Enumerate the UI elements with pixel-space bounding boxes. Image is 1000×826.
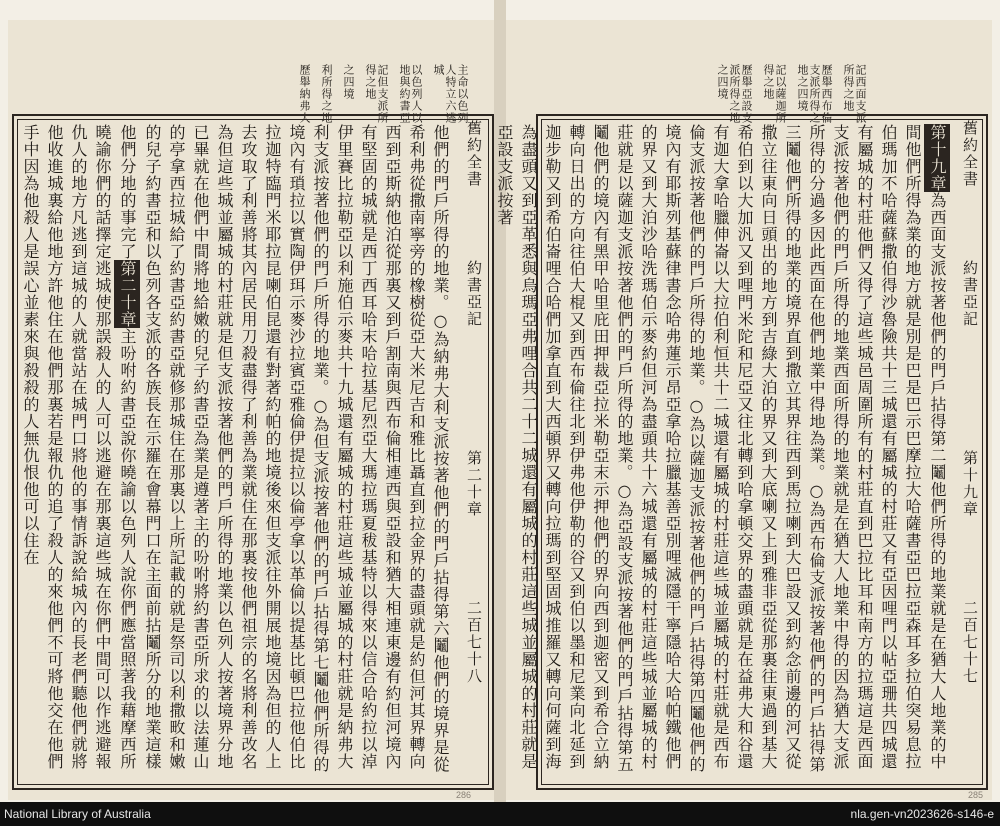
margin-note: 利所得之地 [320, 64, 333, 124]
right-header-page: 二百七十七 [961, 600, 979, 685]
library-footer-bar [0, 802, 1000, 826]
margin-note: 之四境 [342, 64, 355, 100]
right-body-text [495, 124, 950, 780]
left-header-chapter: 第二十章 [465, 450, 483, 518]
left-page [8, 20, 494, 800]
pencil-page-number: 286 [456, 790, 472, 800]
margin-note: 歷舉亞設支派所得之地之四境 [716, 64, 753, 124]
margin-note: 主命以色列人特立六逃城 [432, 64, 469, 124]
margin-note: 記西面支派所得之地 [842, 64, 867, 124]
right-header-book: 約書亞記 [961, 260, 979, 328]
right-body-para: 為西面支派按著他們的門戶拈得第二鬮他們所得的地業就是在猶大人地業的中間他們所得為業的地方就是別是巴是巴示巴摩拉大哈薩書亞巴拉亞森耳多拉伯突易息拉伯瑪加不哈薩蘇撒伯得沙魯險共十三城還有屬城的村莊又有亞因哩門以帖亞珊共四城還有屬城的村莊他們又得了這些城邑周圍所有的村莊直到巴拉比耳和南方的拉瑪這是西面支派按著他們的門戶所得的地業西面所得的地業就是在猶大人地業中得的因為猶大支派所得的分過多因此西面在他們地業中得地為業。○為西布倫支派按著他們的門戶拈得第三鬮他們所得的地業的境界直到撒立其界往西到馬拉喇到大巴設又到約念前邊的河又從撒立往東向日頭出的地方到吉綠大泊的界又到大底喇又上到雅非亞從那裏往東過到基大希伯到以大加汎又到哩門米陀和尼亞又往北轉到哈拿頓交界的盡頭就是在益弗大和谷還有迦大拿哈臘伸崙以大拉伯利恒共十二城還有屬城的村莊這些城並屬城的村莊就是西布倫支派按著他們的門戶所得的地業。○為以薩迦支派按著他們的門戶拈得第四鬮他們的境內有耶斯列基蘇律書念哈弗蓮示昂亞拿哈拉臘基善亞別哩滅隱干寧隱哈大哈帕鐵他們的界又到大泊沙哈洗瑪伯示麥約但河為盡頭共十六城還有屬城的村莊這些城並屬城的村莊就是以薩迦支派按著他們的門戶所得的地業。○為亞設支派按著他們的門戶拈得第五鬮他們的境內有黑甲哈里庇田押裁亞拉米勒亞末示押他們的界向西到迦密又到希合立納轉向日出的方向往伯大棍又到西布倫往北到伊弗他伊勒的谷又到伯以墨和尼業向北延到迦步勒又到希伯崙哩合哈們加拿直到大西頓界又轉向拉瑪到堅固城推羅又轉向何薩到海為盡頭又到亞革悉與烏瑪亞弗哩合共二十二城還有屬城的村莊這些城並屬城的村莊就是亞設支派按著 [495, 124, 947, 773]
record-identifier: nla.gen-vn2023626-s146-e [850, 807, 994, 821]
margin-note: 歷舉西布倫支派所得之地之四境 [796, 64, 833, 124]
margin-note: 以色列人以地與約書亞 [398, 64, 423, 124]
margin-note: 記以薩迦所得之地 [762, 64, 787, 124]
left-body-para-1: 他們的門戶所得的地業。○為納弗大利支派按著他們的門戶拈得第六鬮他們的境界是從希利弗從撒南寧旁的橡樹從亞大米尼吉和雅比聶直到拉金界的盡頭就是約但河其界轉向西到亞斯納他泊從那裏又到戶割南與西布倫相連西與亞設和猶大相連東邊有約但河境內有堅固的城就是西丁西耳哈末哈拉基尼烈亞大瑪拉瑪夏秡基特以得來以信合哈約拉以淖伊里賽比拉勒亞以利施伯示麥共十九城還有屬城的村莊這些城並屬城的村莊就是納弗大利支派按著他們的門戶所得的地業。○為但支派按著他們的門戶拈得第七鬮他們所得的境內有瑣拉以實陶伊珥示麥沙拉賓亞雅倫伊提拉以倫亭拿以革倫以提基比頓巴拉他伯比拉迦特臨門米耶拉昆喇伯昆還有對著約帕的地境後來但支派往外開展地境因為但的人上去攻取了利善將其內居民用刀殺盡得了利善為業就住在那裏按他們祖宗的名將利善改名為但這些城並屬城的村莊就是但支派按著他們的門戶所得的地業以色列人按著境界分地已畢就在他們中間將地給嫩的兒子約書亞為業是遵著主的吩咐將約書亞所求的以法蓮山的亭拿西拉城給了約書亞約書亞就修那城住在那裏以上所記載的就是祭司以利撒畋和嫩的兒子約書亞和以色列各支派的各族長在示羅在會幕門口在主面前拈鬮所分的地業這樣他們分地的事完了 [118, 124, 450, 773]
chapter-heading-20: 第二十章 [114, 260, 140, 328]
left-header-page: 二百七十八 [465, 600, 483, 685]
chapter-heading-19: 第十九章 [924, 124, 950, 192]
right-header-chapter: 第十九章 [961, 450, 979, 518]
left-header-title: 舊約全書 [465, 120, 483, 188]
margin-note: 歷舉納弗大 [298, 64, 311, 124]
margin-note: 記但支派所得之地 [364, 64, 389, 124]
pencil-page-number: 285 [968, 790, 984, 800]
right-page [495, 20, 992, 800]
library-name: National Library of Australia [4, 807, 151, 821]
left-header-book: 約書亞記 [465, 260, 483, 328]
left-body-text [21, 124, 452, 780]
left-body-para-2: 主吩咐約書亞說你曉諭以色列人說你們應當照著我藉摩西所曉諭你們的話擇定逃城使那誤殺人的人可以逃避在那裏這些城在你們中間可以作逃避報仇人的地方凡逃到這城的人就當站在城門口將他的事情訴說給城內的長老們聽他們就將他收進城裏給他地方許他住在他們那裏若是報仇的追了殺人的來他們不可將他交在他們手中因為他殺人是誤心並素來與殺殺的人無仇恨他可以住在 [21, 124, 137, 770]
right-header-title: 舊約全書 [961, 120, 979, 188]
